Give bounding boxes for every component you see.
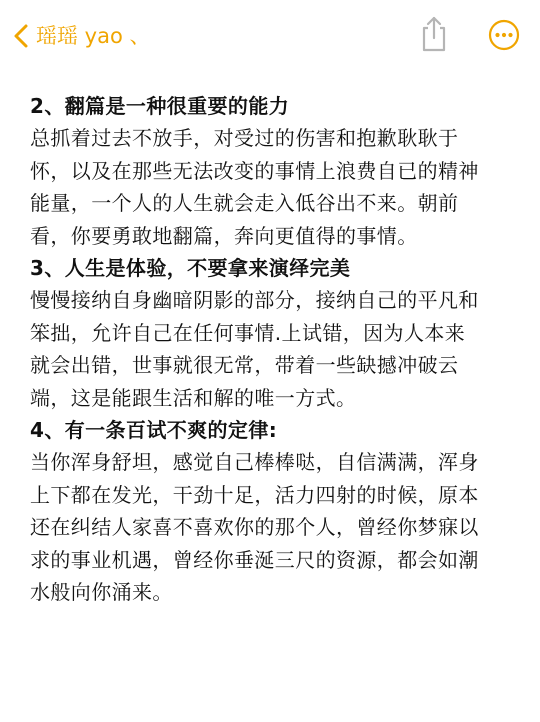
section-3-line: 慢慢接纳自身幽暗阴影的部分，接纳自己的平凡和	[30, 288, 479, 313]
note-body[interactable]	[30, 90, 530, 609]
section-2-line: 怀，以及在那些无法改变的事情上浪费自已的精神	[30, 158, 479, 183]
more-button[interactable]	[488, 19, 520, 51]
section-4-line: 上下都在发光，干劲十足，活力四射的时候，原本	[30, 482, 479, 507]
section-4-line: 求的事业机遇，曾经你垂涎三尺的资源，都会如潮	[30, 547, 479, 572]
ellipsis-circle-icon	[488, 19, 520, 51]
section-3-heading: 3、人生是体验，不要拿来演绎完美	[30, 256, 351, 281]
section-4-line: 还在纠结人家喜不喜欢你的那个人，曾经你梦寐以	[30, 515, 479, 540]
section-2-heading: 2、翻篇是一种很重要的能力	[30, 94, 290, 118]
back-label: 瑶瑶 yao 、	[36, 24, 151, 48]
section-4-line: 当你浑身舒坦，感觉自己棒棒哒，自信满满，浑身	[30, 450, 479, 475]
back-button[interactable]	[12, 16, 151, 56]
section-3-line: 就会出错，世事就很无常，带着一些缺撼冲破云	[30, 353, 459, 378]
navigation-bar	[0, 0, 540, 72]
section-4-line: 水般向你涌来。	[30, 580, 173, 605]
section-3-line: 端，这是能跟生活和解的唯一方式。	[30, 385, 357, 410]
share-button[interactable]	[418, 14, 450, 54]
section-2-line: 看，你要勇敢地翻篇，奔向更值得的事情。	[30, 223, 418, 248]
chevron-left-icon	[12, 23, 30, 49]
section-3-line: 笨拙，允许自己在任何事情.上试错，因为人本来	[30, 320, 466, 345]
section-2-line: 总抓着过去不放手，对受过的伤害和抱歉耿耿于	[30, 126, 459, 151]
section-4-heading: 4、有一条百试不爽的定律:	[30, 418, 278, 443]
section-2-line: 能量，一个人的人生就会走入低谷出不来。朝前	[30, 191, 459, 216]
share-icon	[418, 14, 450, 54]
